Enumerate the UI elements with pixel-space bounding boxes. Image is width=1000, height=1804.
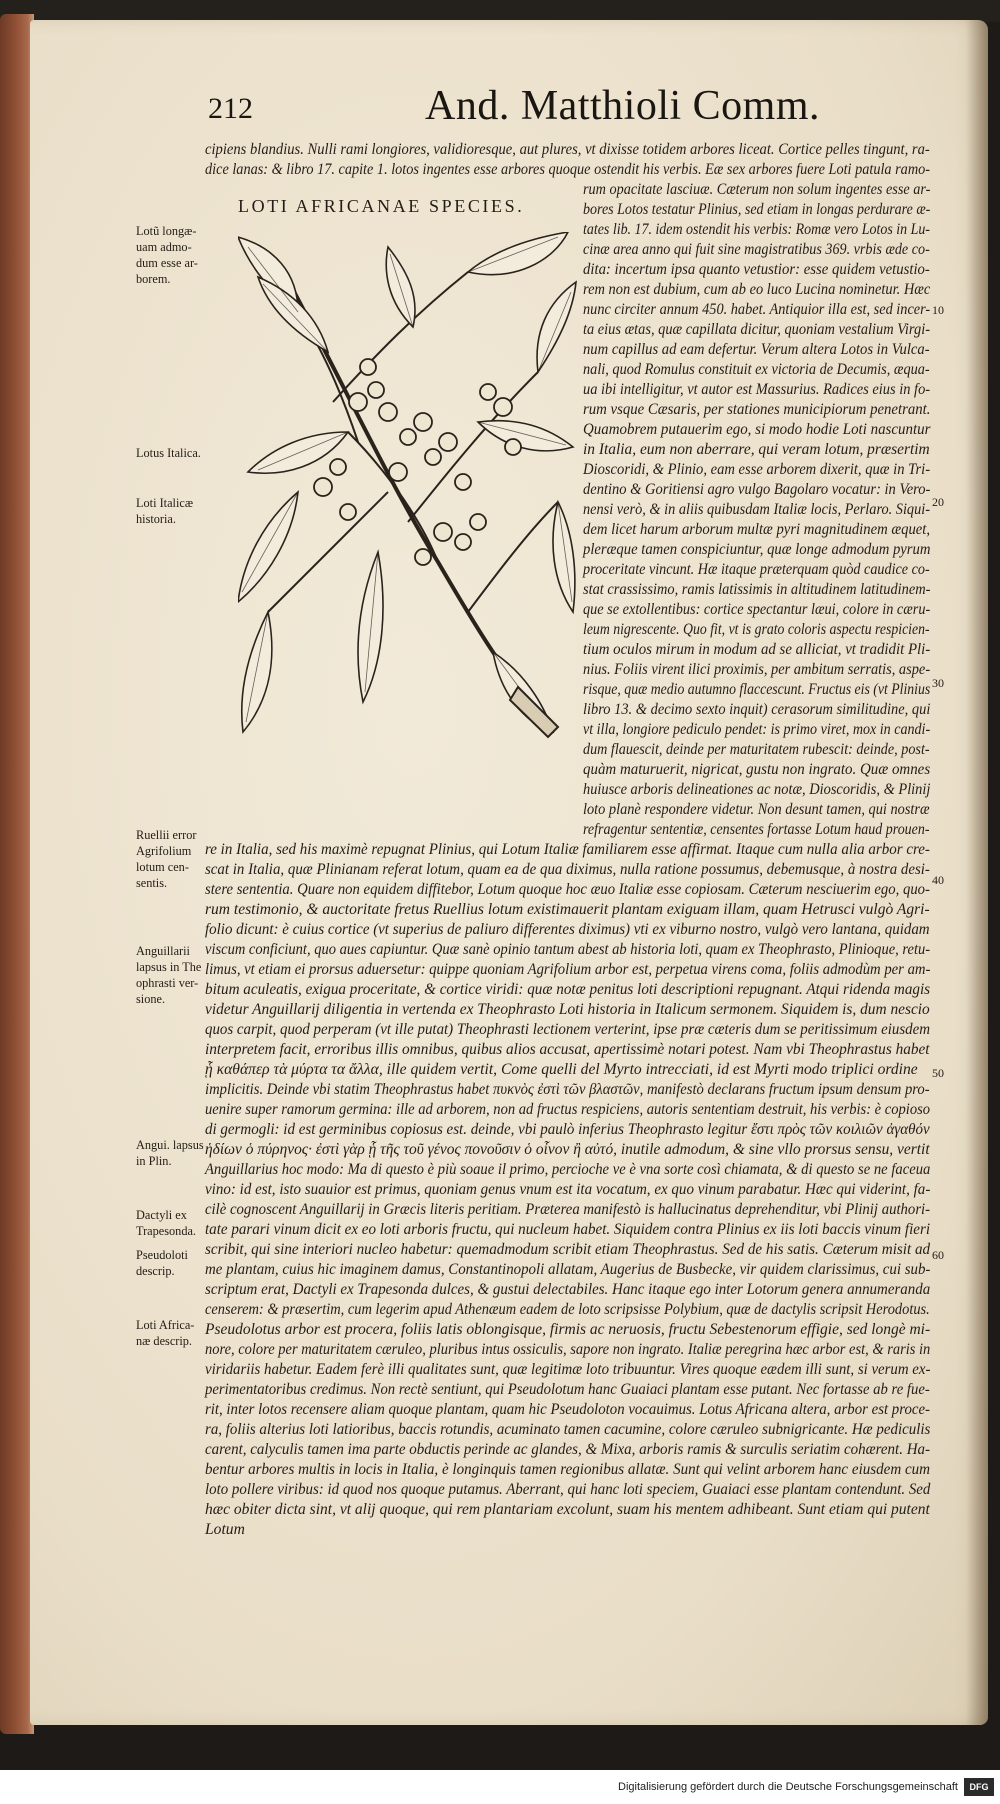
text-line: ua ibi intelligitur, vt autor est Massurius. Radices eius in fo- [583, 381, 931, 398]
text-line: nunc circiter annum 450. habet. Antiquior illa est, sed incer- [583, 301, 931, 318]
margin-note: sione. [136, 992, 166, 1006]
margin-note: historia. [136, 512, 176, 526]
margin-note: dum esse ar- [136, 256, 198, 270]
dfg-credit-text: Digitalisierung gefördert durch die Deutsche Forschungsgemeinschaft [618, 1781, 958, 1793]
text-line: hæc obiter dicta sint, vt alij quoque, qui rem plantariam excolunt, suam his mentem adhibeant. Sunt etiam qui putent [205, 1501, 930, 1518]
text-line: refragentur sententiæ, censentes fortasse Lotum haud prouen- [583, 821, 930, 838]
text-line: pleræque tamen conspiciuntur, quæ longe admodum pyrum [583, 541, 931, 558]
line-number: 60 [932, 1248, 944, 1262]
text-line: Quamobrem putauerim ego, si modo hodie Loti nascuntur [583, 421, 931, 438]
text-line: ἡδίων ὁ πύρηνος· ἐστὶ γὰρ ᾗ τῆς τοῦ γένος πονοῦσιν ὁ οἶνον ἢ αὐτό, inutile admodum, & sine vllo prorsus sensu, vertit [205, 1141, 930, 1158]
text-line: nali, quod Romulus constituit ex victoria de Decumis, æqua- [583, 361, 930, 378]
text-line: proceritate vincunt. Hæ itaque præterquam quòd caudice co- [583, 561, 930, 578]
text-line: nensi verò, & in aliis quibusdam Italiæ locis, Perlaro. Siqui- [583, 501, 931, 518]
text-line: bitum aculeatis, exigua proceritate, & cortice viridi: quæ notæ penitus loti descriptioni repugnant. Atqui ridenda magis [205, 981, 931, 998]
text-line: ᾗ καθάπερ τὰ μύρτα τα ἄλλα, ille quidem vertit, Come quelli del Myrto intrecciati, id est Myrti modo triplici ordine [205, 1061, 918, 1078]
line-number: 20 [932, 495, 944, 509]
margin-note: Lotũ longæ- [136, 224, 197, 238]
text-line: ta eius ætas, quæ capillata dicitur, quoniam vestalium Virgi- [583, 321, 930, 338]
text-line: quàm maturuerit, nigricat, gustu non ingrato. Quæ omnes [583, 761, 931, 778]
page-gutter-shadow [966, 20, 988, 1725]
margin-note: Agrifolium [136, 844, 192, 858]
lotus-africana-woodcut-illustration [238, 232, 578, 747]
text-line: Pseudolotus arbor est procera, foliis latis oblongisque, firmis ac neruosis, fructu Sebestenorum effigie, sed longè mi- [205, 1321, 931, 1338]
text-line: interpretem facit, erroribus illis omnibus, quibus alios accusat, apertissimè notari potest. Nam vbi Theophrastus habet [205, 1041, 930, 1058]
text-line: perimentatoribus credimus. Non rectè sentiunt, qui Pseudolotum hanc Guaiaci plantam esse putant. Nec fortasse ab re fue- [205, 1381, 930, 1398]
figure-title: LOTI AFRICANAE SPECIES. [238, 196, 525, 216]
text-line: vt illa, longiore pediculo pendet: is primo viret, mox in candi- [583, 721, 931, 738]
text-line: stat crassissimo, ramis latissimis in altitudinem latitudinem- [583, 581, 931, 598]
text-line: Lotum [205, 1521, 245, 1538]
text-line: num capillus ad eam defertur. Verum altera Lotos in Vulca- [583, 341, 930, 358]
margin-note: borem. [136, 272, 171, 286]
text-line: censerem: & præsertim, cum legerim apud Athenæum eadem de loto scripsisse Polybium, quæ de dactylis scripsit Herodotus. [205, 1301, 930, 1318]
text-line: scribit, qui sine interiori nucleo habetur: quemadmodum scribit etiam Theophrastus. Sed de his satis. Cæterum misit ad [205, 1241, 931, 1258]
text-line: cipiens blandius. Nulli rami longiores, validioresque, aut plures, vt dixisse totidem arbores liceat. Cortice pelles tingunt, ra- [205, 141, 930, 158]
text-line: in Italia, eum non aberrare, qui veram lotum, præsertim [583, 441, 930, 458]
text-line: viridariis habetur. Eadem ferè illi qualitates sunt, quæ legitimæ loto tribuuntur. Vires quoque eædem illi sunt, si verum ex- [205, 1361, 931, 1378]
running-head: And. Matthioli Comm. [425, 83, 821, 129]
text-line: rit, inter lotos recensere aliam quoque plantam, quam hic Pseudoloton vocauimus. Lotus Africana altera, arbor est proce- [205, 1401, 930, 1418]
margin-note: Anguillarii [136, 944, 190, 958]
margin-note: Angui. lapsus [136, 1138, 204, 1152]
text-line: dum flauescit, deinde per maturitatem rubescit: deinde, post- [583, 741, 930, 758]
margin-note: Dactyli ex [136, 1208, 187, 1222]
margin-note: descrip. [136, 1264, 175, 1278]
text-line: nore, colore per maturitatem cæruleo, pluribus intus ossiculis, sapore non ingrato. Italiæ peregrina hæc arbor est, & raris in [205, 1341, 931, 1358]
text-line: bentur arbores multis in locis in Italia, è longinquis tamen regionibus allatæ. Sunt qui velint arborem hanc eiusdem cum [205, 1461, 931, 1478]
text-line: viscum conficiunt, quo aues capiuntur. Quæ sanè opinio tantum abest ab historia loti, quam ex Theophrasto, Plinioque, retu- [205, 941, 931, 958]
text-line: scriptum erat, Dactyli ex Trapesonda dulces, & gustui delectabiles. Hanc itaque ego inter Lotorum genera annumeranda [205, 1281, 931, 1298]
text-line: dice lanas: & libro 17. capite 1. lotos ingentes esse arbores quoque ostendit his verbis. Eæ sex arbores fuere Loti patula ramo- [205, 161, 931, 178]
margin-note: Ruellii error [136, 828, 197, 842]
text-line: leum nigrescente. Quo fit, vt is grato coloris aspectu respicien- [583, 621, 930, 638]
text-line: libro 13. & decimo sexto inquit) cerasorum similitudine, qui [583, 701, 931, 718]
margin-note: lapsus in The [136, 960, 202, 974]
text-line: Dioscoridi, & Plinio, eam esse arborem dixerit, quæ in Tri- [583, 461, 931, 478]
book-edge [0, 14, 34, 1734]
text-line: stere sententia. Quare non equidem diffitebor, Lotum quoque hoc æuo Italiæ esse copiosam. Cæterum nesciuerim ego, quo- [205, 881, 930, 898]
text-line: rem non est dubium, cum ab eo luco Lucina nominetur. Hæc [583, 281, 931, 298]
margin-note: næ descrip. [136, 1334, 193, 1348]
text-line: loto planè respondere videtur. Non desunt tamen, qui nostræ [583, 801, 930, 818]
line-number: 30 [932, 676, 944, 690]
text-line: rum opacitate lasciuæ. Cæterum non solum ingentes esse ar- [583, 181, 931, 198]
text-line: dentino & Goritiensi agro vulgo Bagolaro vocatur: in Vero- [583, 481, 931, 498]
margin-note: lotum cen- [136, 860, 189, 874]
text-line: cinæ area anno qui fuit sine magistratibus 369. vrbis æde co- [583, 241, 930, 258]
text-line: implicitis. Deinde vbi statim Theophrastus habet πυκνὸς ἐστὶ τῶν βλαστῶν, manifestò declarans fructum ipsum densum pro- [205, 1081, 930, 1098]
dfg-logo-icon: DFG [964, 1778, 994, 1796]
text-line: nius. Foliis virent ilici proximis, per ambitum serratis, aspe- [583, 661, 931, 678]
text-line: tate parari vinum dicit ex eo loti arboris fructu, qui nucleum habet. Siquidem contra Plinius ex iis loti baccis vinum fieri [205, 1221, 931, 1238]
margin-note: Loti Italicæ [136, 496, 194, 510]
margin-note: uam admo- [136, 240, 192, 254]
text-line: bores Lotos testatur Plinius, sed etiam in longas perdurare æ- [583, 201, 931, 218]
text-line: rum vsque Cæsaris, per stationes municipiorum penetrant. [583, 401, 931, 418]
text-line: quos carpit, quod perperam (vt ille putat) Theophrasti lectionem verterint, ipse præ cæteris dum se peritissimum eiusdem [205, 1021, 930, 1038]
margin-note: Pseudoloti [136, 1248, 188, 1262]
text-line: me plantam, cuius hic imaginem damus, Constantinopoli allatam, Augerius de Busbecke, vir quidem clarissimus, cui sub- [205, 1261, 931, 1278]
margin-note: in Plin. [136, 1154, 172, 1168]
text-line: limus, vt etiam ei prorsus aduersetur: quippe quoniam Agrifolium arbor est, perpetua virens coma, foliis admodùm per am- [205, 961, 931, 978]
margin-note: Loti Africa- [136, 1318, 195, 1332]
margin-note: Lotus Italica. [136, 446, 201, 460]
text-line: uenire super ramorum germina: ille ad arborem, non ad fructus respiciens, autoris sententiam destruit, his verbis: è copioso [205, 1101, 931, 1118]
text-line: loto pollere viribus: id quod nos quoque putamus. Aberrant, qui hanc loti speciem, Guaiaci esse plantam contendunt. Sed [205, 1481, 931, 1498]
text-line: ra, foliis alterius loti latioribus, baccis rotundis, acuminato tamen cacumine, colore cæruleo subnigricante. Hæ pediculis [205, 1421, 931, 1438]
line-number: 40 [932, 873, 944, 887]
text-line: tates lib. 17. idem ostendit his verbis: Romæ vero Lotos in Lu- [583, 221, 930, 238]
text-line: que se extollentibus: cortice spectantur læui, colore in cæru- [583, 601, 931, 618]
text-line: carent, calyculis tamen ima parte obductis perinde ac glandes, & Mixa, arboris ramis & surculis seriatim cohærent. Ha- [205, 1441, 931, 1458]
text-line: videtur Anguillarij diligentia in vertenda ex Theophrasto Loti historia in Italicum sermonem. Siquidem is, dum nescio [205, 1001, 930, 1018]
text-line: dita: incertum ipsa quanto vetustior: esse quidem vetustio- [583, 261, 930, 278]
text-line: tium oculos mirum in modum ad se alliciat, vt tradidit Pli- [583, 641, 931, 658]
text-line: dem licet harum arborum multæ pyri magnitudinem æquet, [583, 521, 931, 538]
line-number: 50 [932, 1066, 944, 1080]
text-line: re in Italia, sed his maximè repugnat Plinius, qui Lotum Italiæ familiarem esse affirmat. Itaque cum nulla alia arbor cre- [205, 841, 930, 858]
page-number: 212 [208, 92, 253, 125]
text-line: cilè cognoscent Anguillarij in Græcis literis peritiam. Præterea manifestò is hallucinatus deprehenditur, vbi Plinij authori- [205, 1201, 931, 1218]
text-line: folio dicunt: è cuius cortice (vt superius de paliuro differentes diximus) vti ex viburno nostro, vulgò vero lantana, quidam [205, 921, 930, 938]
margin-note: sentis. [136, 876, 168, 890]
margin-note: Trapesonda. [136, 1224, 197, 1238]
text-line: risque, quæ medio autumno flaccescunt. Fructus eis (vt Plinius [583, 681, 931, 698]
margin-note: ophrasti ver- [136, 976, 199, 990]
line-number: 10 [932, 303, 944, 317]
text-line: rum testimonio, & auctoritate fretus Ruellius lotum existimauerit plantam exiguam illam, quam Hetrusci vulgò Agri- [205, 901, 930, 918]
text-line: huiusce arboris delineationes ac notæ, Dioscoridis, & Plinij [583, 781, 931, 798]
text-line: di germogli: id est germinibus copiosus est. deinde, vbi paulò inferius Theophrasto legitur ἔστι πρὸς τῶν κοιλιῶν ἀγαθόν [205, 1121, 930, 1138]
text-line: scat in Italia, quæ Plinianam referat lotum, quam ea de qua diximus, nulla ratione possumus, debemusque, à nostra desi- [205, 861, 930, 878]
text-line: vino: id est, isto suauior est primus, quoniam genus vnum est ita vocatum, ex quo vinum parabatur. Hæc qui viderint, fa- [205, 1181, 931, 1198]
text-line: Anguillarius hoc modo: Ma di questo è più soaue il primo, percioche ve è vna sorte così chiamata, & di questo se ne faceua [205, 1161, 931, 1178]
scan-background-top [0, 0, 1000, 22]
